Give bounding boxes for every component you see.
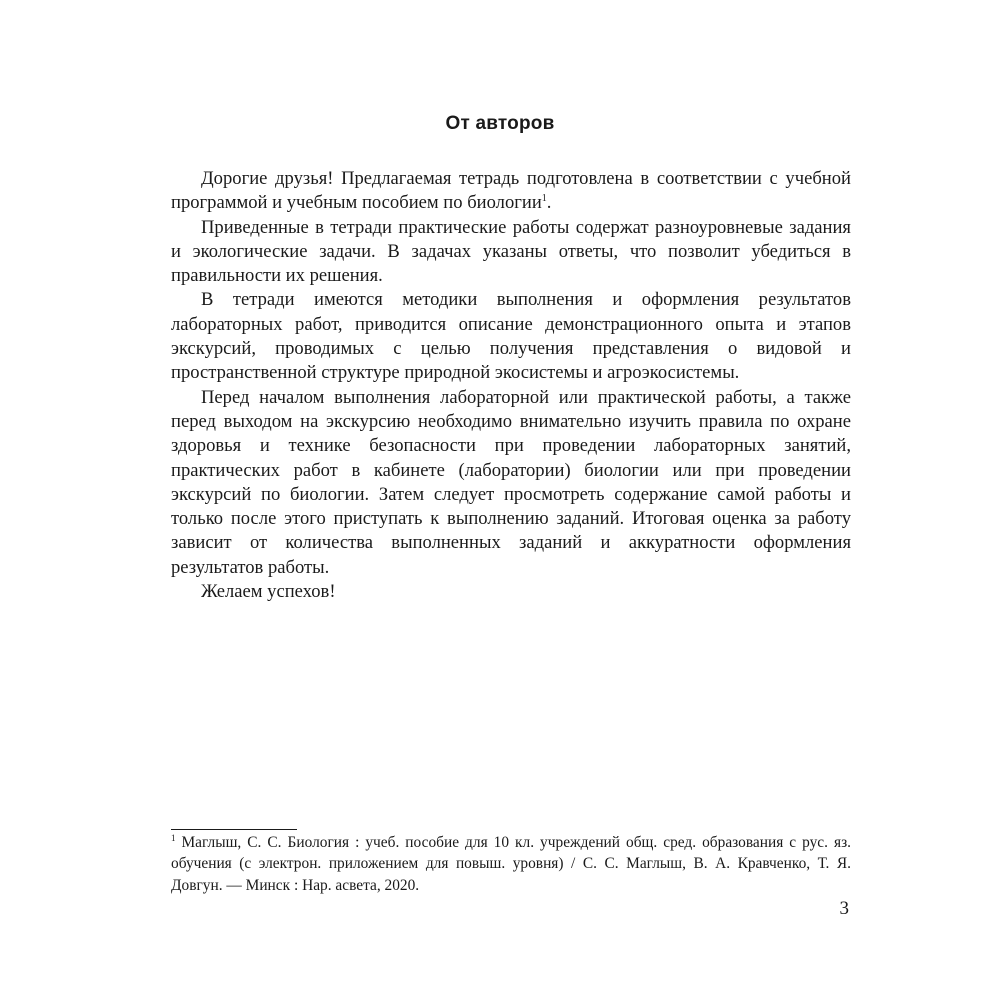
body-text [171, 167, 851, 604]
page-title: От авторов [445, 112, 555, 134]
footnote-text: Маглыш, С. С. Биология : учеб. пособие для 10 кл. учреждений общ. сред. образования с рус. яз. обучения (с электрон. приложением для повыш. уровня) / С. С. Маглыш, В. А. Кравченко, Т. Я. Довгун. — Минск : Нар. асвета, 2020. [171, 834, 851, 894]
paragraph-safety: Перед началом выполнения лабораторной или практической работы, а также перед выходом на экскурсию необходимо внимательно изучить правила по охране здоровья и технике безопасности при проведении лабораторных занятий, практических работ в кабинете (лаборатории) биологии или при проведении экскурсий по биологии. Затем следует просмотреть содержание самой работы и только после этого приступать к выполнению заданий. Итоговая оценка за работу зависит от количества выполненных заданий и аккуратности оформления результатов работы. [171, 386, 851, 578]
footnote-divider [171, 829, 297, 830]
paragraph-methods: В тетради имеются методики выполнения и оформления результатов лабораторных работ, приводится описание демонстрационного опыта и этапов экскурсий, проводимых с целью получения представления о видовой и пространственной структуре природной экосистемы и агроэкосистемы. [171, 289, 851, 384]
footnote [171, 832, 851, 896]
paragraph-intro: Дорогие друзья! Предлагаемая тетрадь подготовлена в соответствии с учебной программой и учебным пособием по биологии$^1$. [171, 168, 851, 214]
footnote-mark: 1 [171, 832, 176, 843]
paragraph-intro-text: Дорогие друзья! Предлагаемая тетрадь подготовлена в соответствии с учебной программой и учебным пособием по биологии [171, 168, 851, 214]
paragraph-practical-works: Приведенные в тетради практические работы содержат разноуровневые задания и экологические задачи. В задачах указаны ответы, что позволит убедиться в правильности их решения. [171, 216, 851, 287]
paragraph-wishes: Желаем успехов! [201, 581, 336, 603]
footnote-reference: 1 [541, 193, 547, 205]
page-number: 3 [839, 898, 849, 919]
